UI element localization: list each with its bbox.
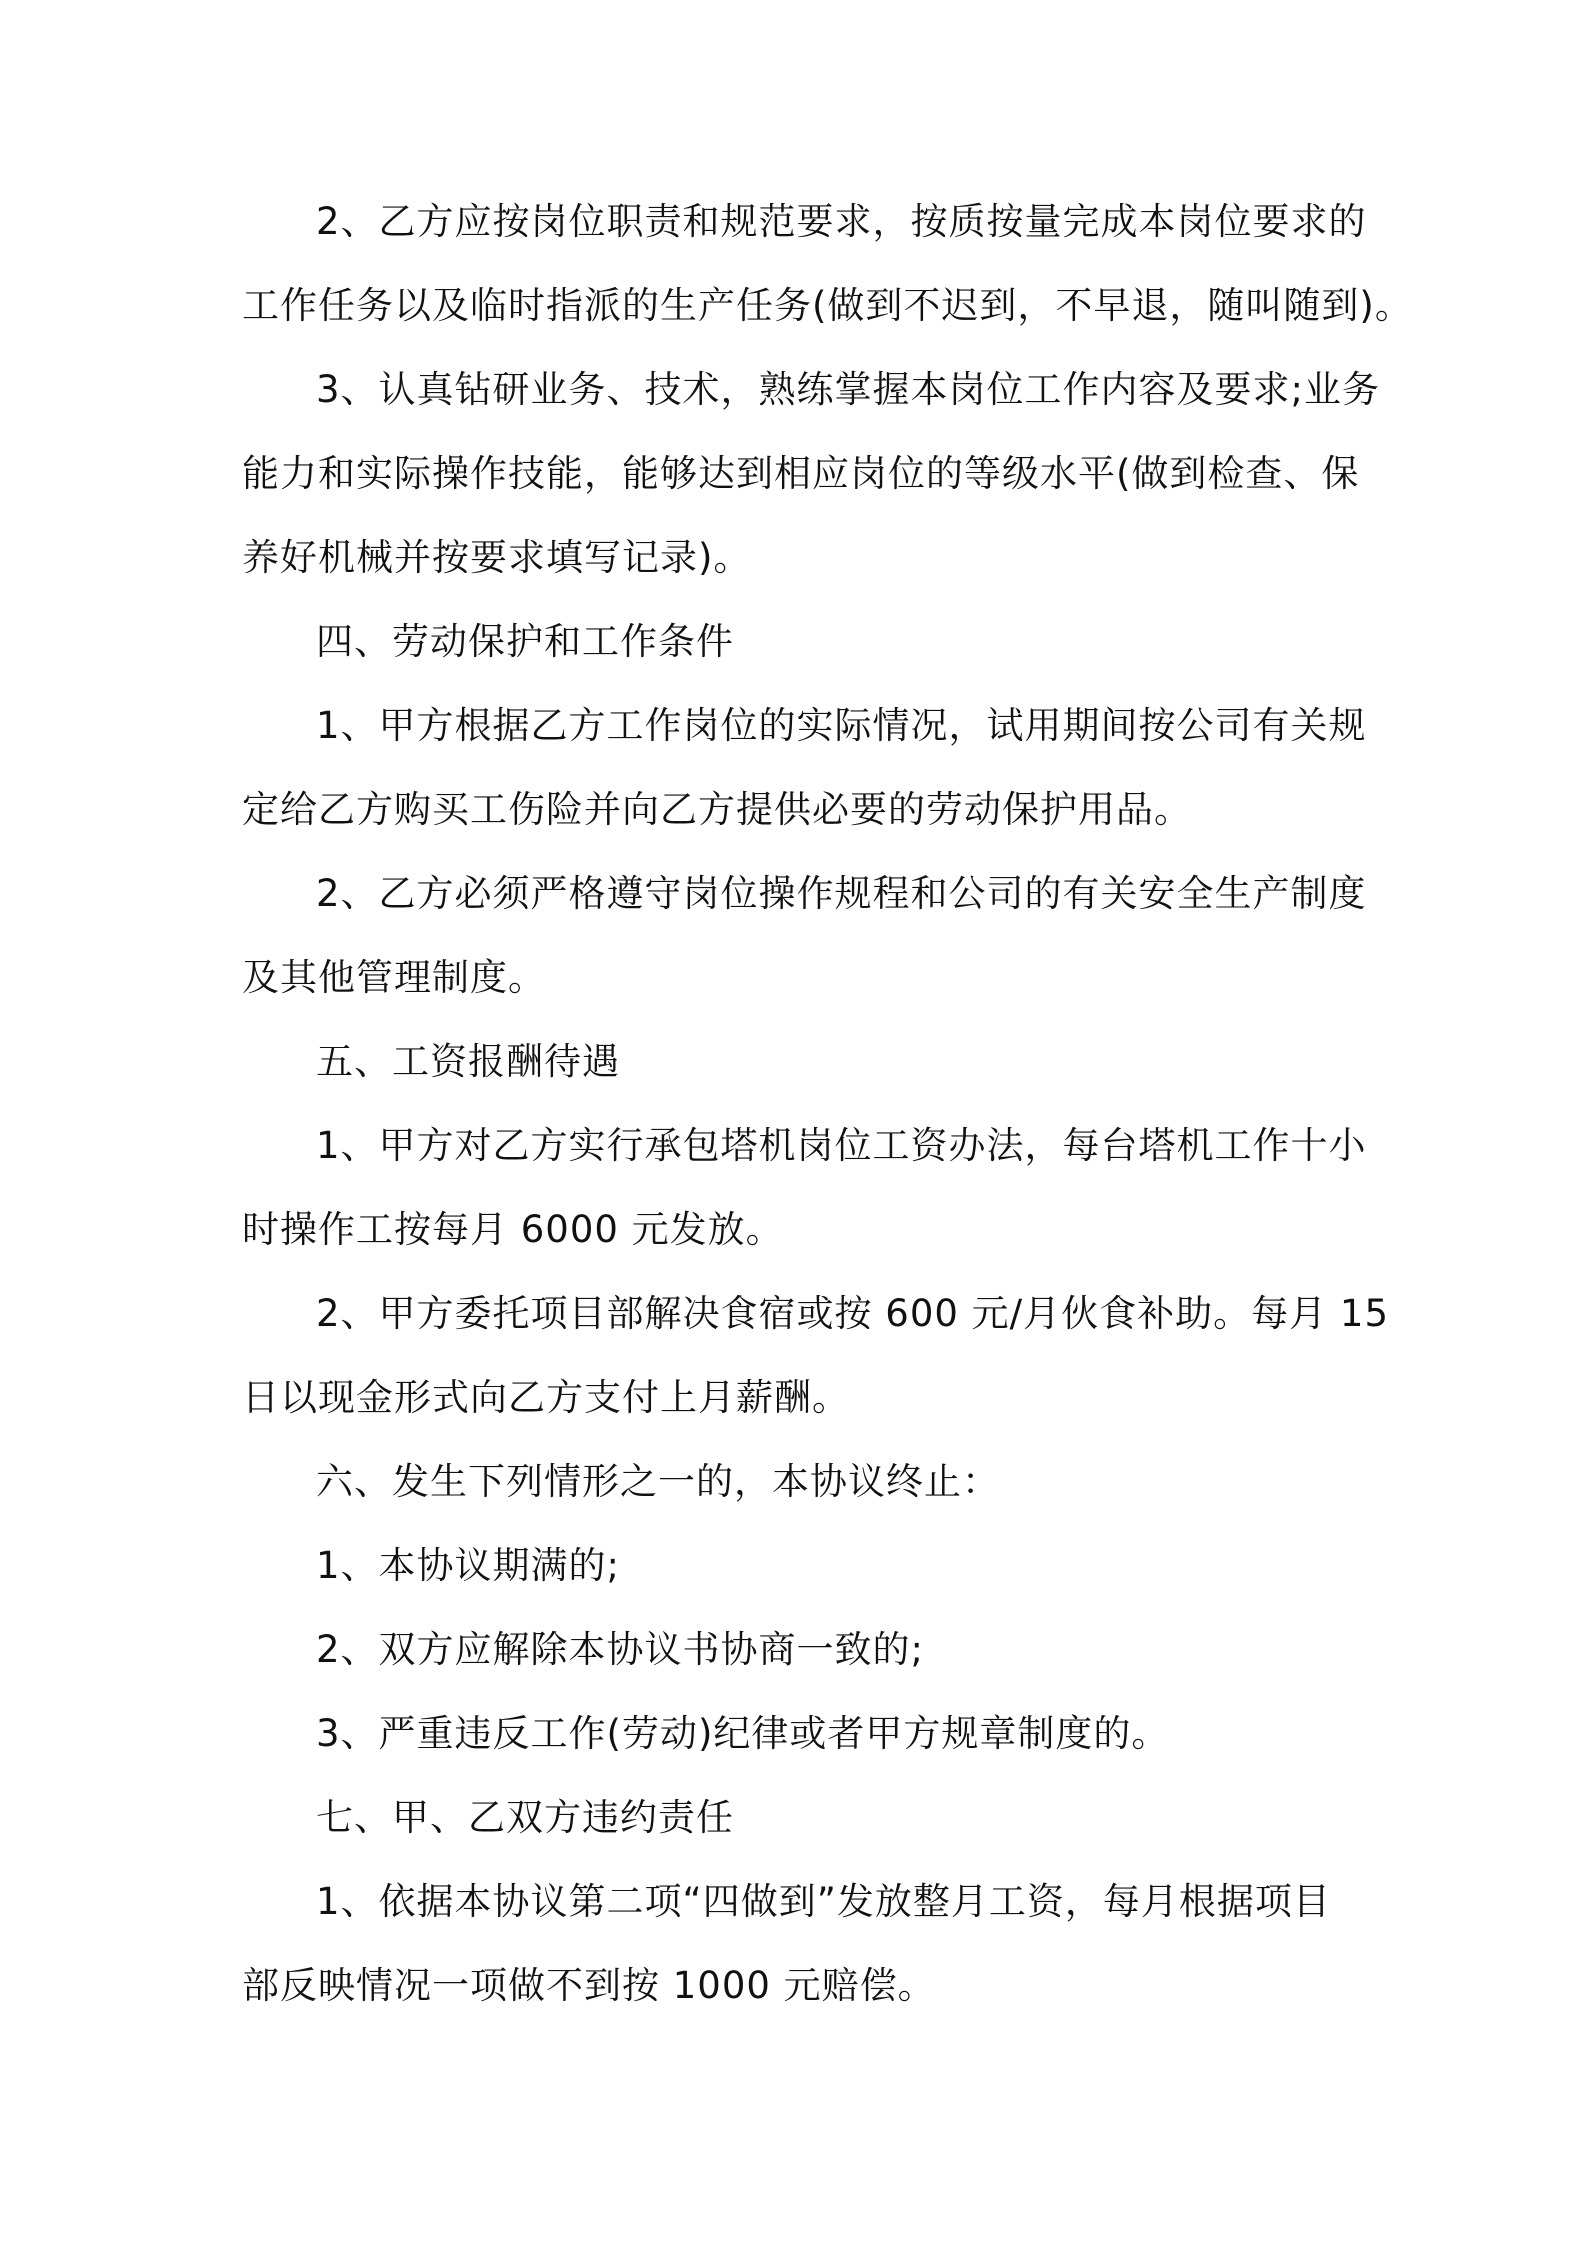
- paragraph-line: 养好机械并按要求填写记录)。: [242, 536, 752, 579]
- section-heading: 七、甲、乙双方违约责任: [316, 1796, 734, 1839]
- section-heading: 六、发生下列情形之一的，本协议终止：: [316, 1460, 1000, 1503]
- paragraph-line: 2、乙方必须严格遵守岗位操作规程和公司的有关安全生产制度: [316, 872, 1367, 915]
- section-heading: 四、劳动保护和工作条件: [316, 620, 734, 663]
- paragraph-line: 工作任务以及临时指派的生产任务(做到不迟到，不早退，随叫随到)。: [242, 284, 1413, 327]
- paragraph-line: 1、依据本协议第二项“四做到”发放整月工资，每月根据项目: [316, 1880, 1331, 1923]
- paragraph-line: 时操作工按每月 6000 元发放。: [242, 1208, 784, 1251]
- paragraph-line: 日以现金形式向乙方支付上月薪酬。: [242, 1376, 850, 1419]
- paragraph-line: 2、甲方委托项目部解决食宿或按 600 元/月伙食补助。每月 15: [316, 1292, 1389, 1335]
- section-heading: 五、工资报酬待遇: [316, 1040, 620, 1083]
- paragraph-line: 1、甲方对乙方实行承包塔机岗位工资办法，每台塔机工作十小: [316, 1124, 1367, 1167]
- paragraph-line: 能力和实际操作技能，能够达到相应岗位的等级水平(做到检查、保: [242, 452, 1360, 495]
- paragraph-line: 3、认真钻研业务、技术，熟练掌握本岗位工作内容及要求;业务: [316, 368, 1381, 411]
- paragraph-line: 及其他管理制度。: [242, 956, 546, 999]
- list-item: 2、双方应解除本协议书协商一致的;: [316, 1628, 925, 1671]
- list-item: 3、严重违反工作(劳动)纪律或者甲方规章制度的。: [316, 1712, 1170, 1755]
- paragraph-line: 1、甲方根据乙方工作岗位的实际情况，试用期间按公司有关规: [316, 704, 1367, 747]
- paragraph-line: 2、乙方应按岗位职责和规范要求，按质按量完成本岗位要求的: [316, 200, 1367, 243]
- list-item: 1、本协议期满的;: [316, 1544, 621, 1587]
- paragraph-line: 部反映情况一项做不到按 1000 元赔偿。: [242, 1964, 936, 2007]
- paragraph-line: 定给乙方购买工伤险并向乙方提供必要的劳动保护用品。: [242, 788, 1192, 831]
